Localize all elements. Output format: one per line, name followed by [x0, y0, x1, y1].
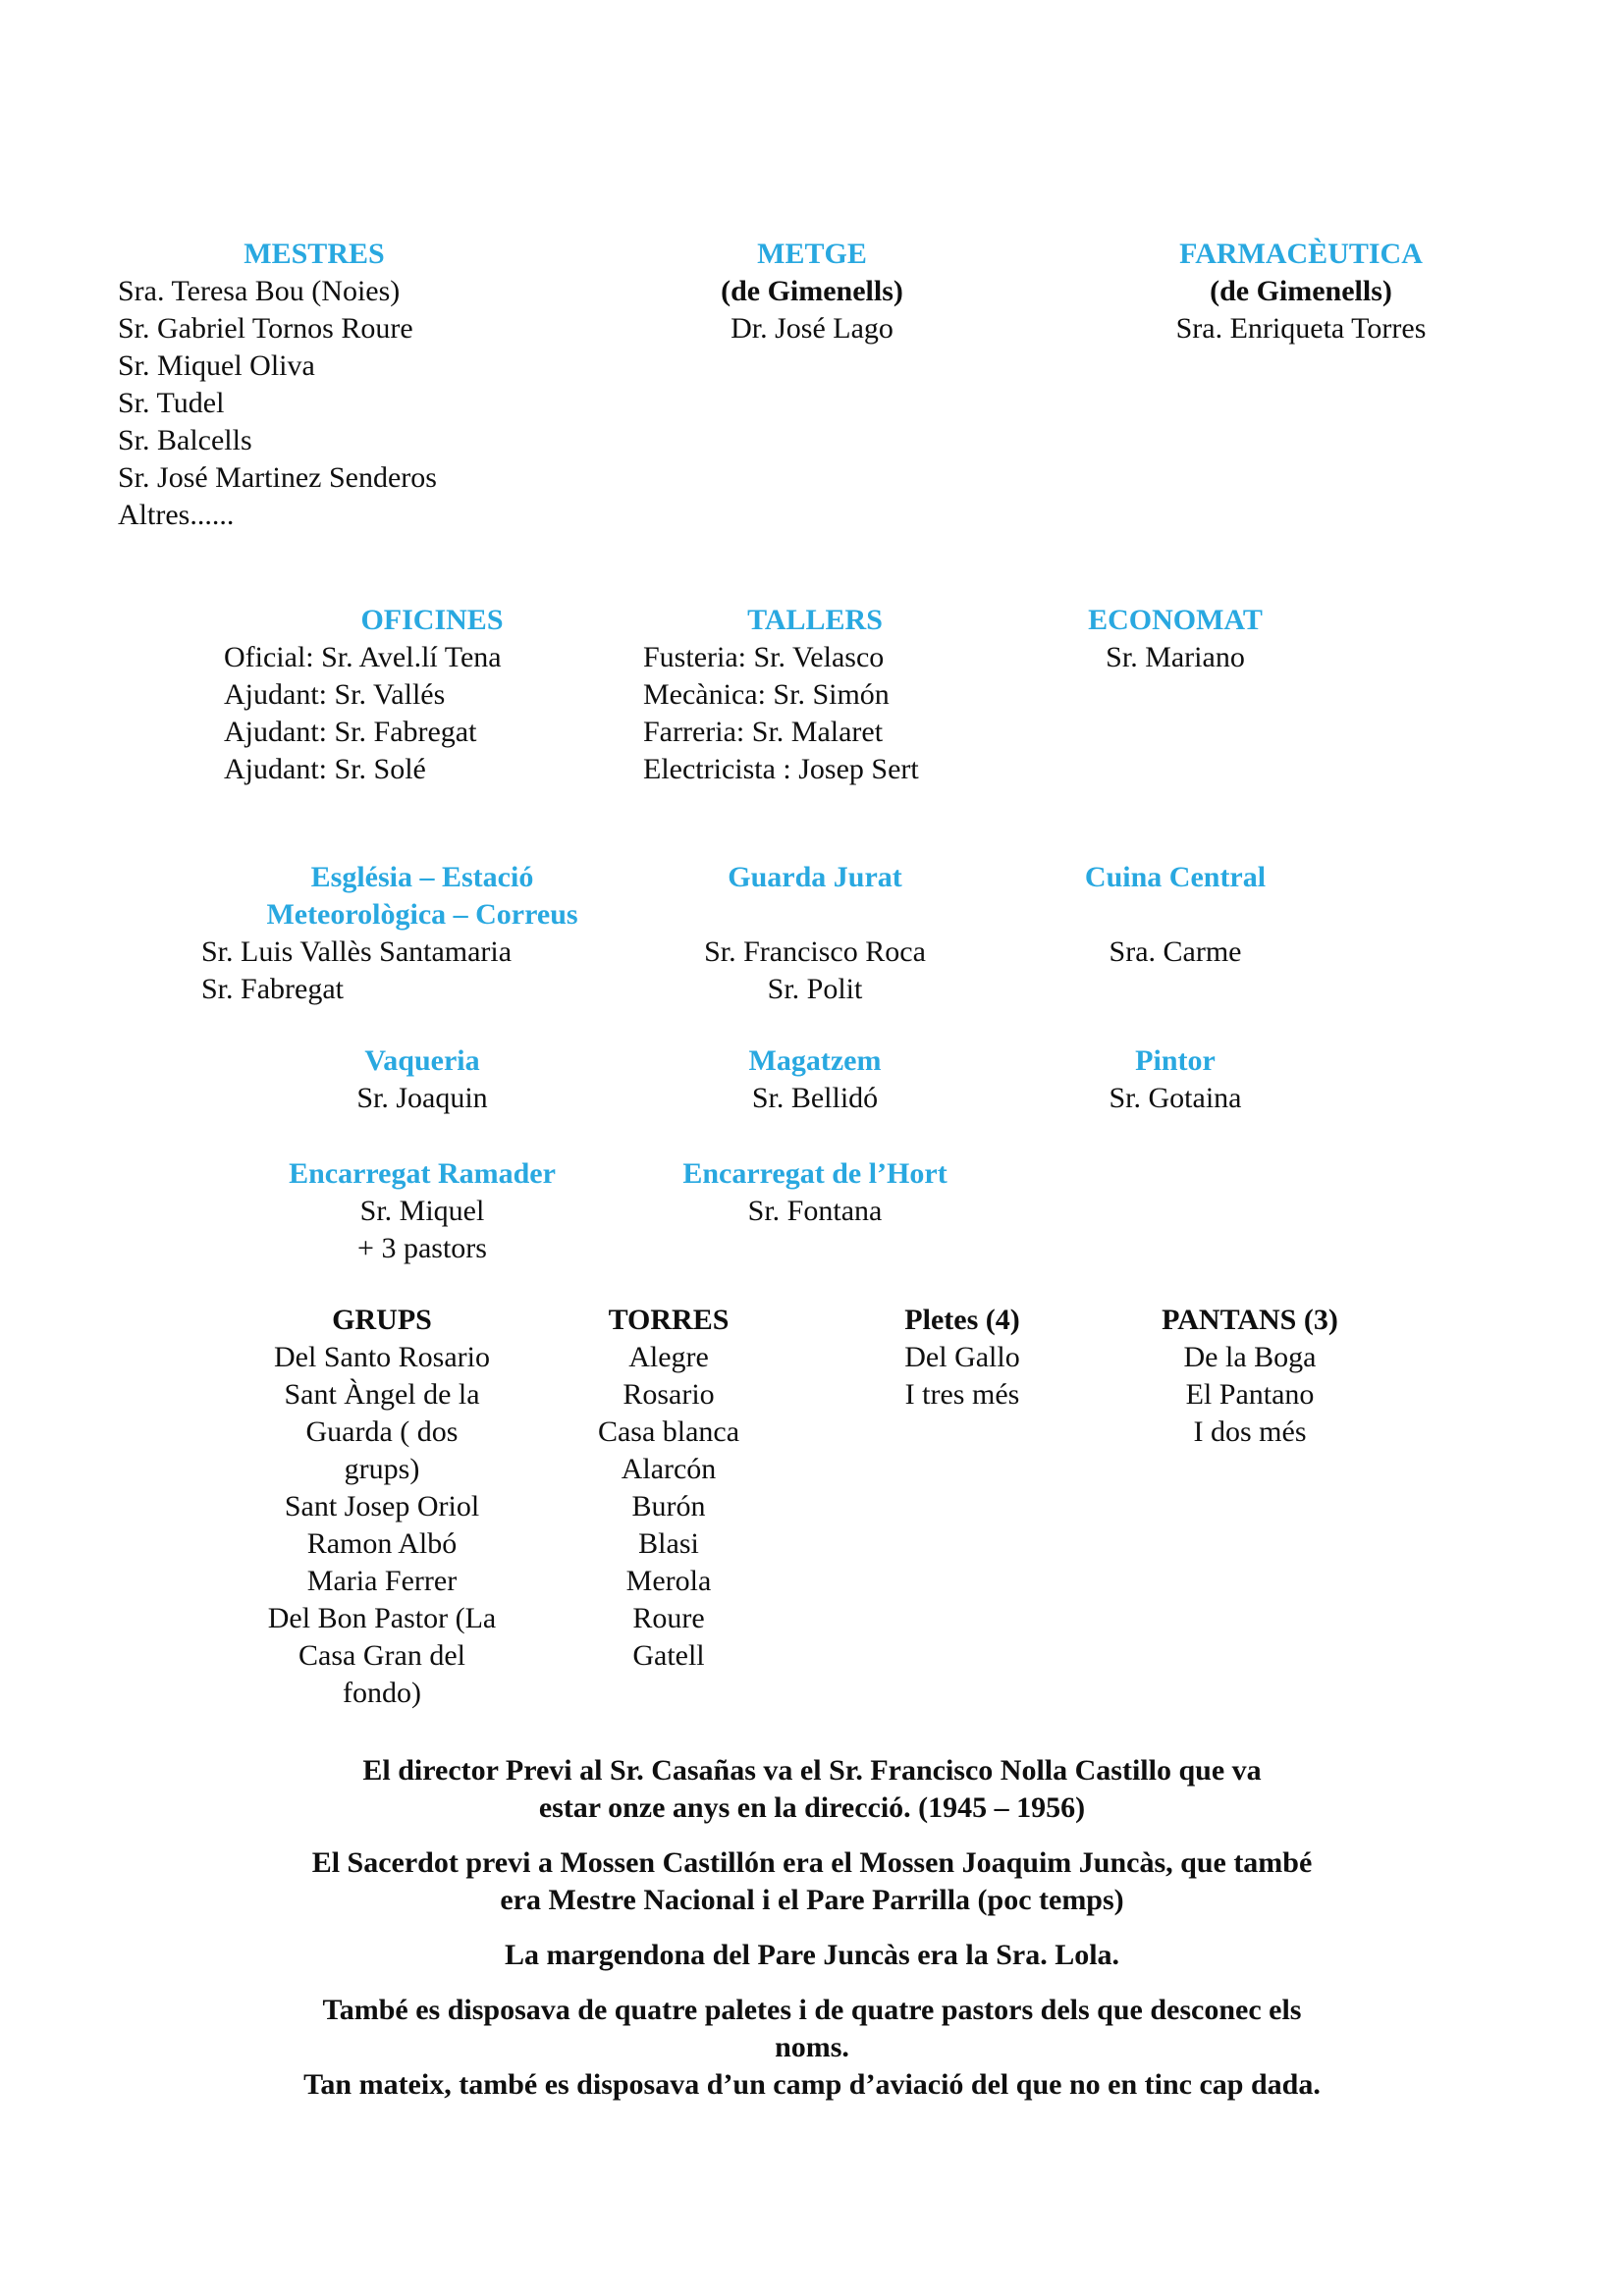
tallers-header: TALLERS [747, 604, 883, 636]
mestres-header: MESTRES [244, 238, 385, 270]
person-name: Ajudant: Sr. Fabregat [224, 716, 477, 748]
oficines-header: OFICINES [360, 604, 504, 636]
person-name: Sr. José Martinez Senderos [118, 461, 437, 494]
person-name: Farreria: Sr. Malaret [643, 716, 884, 748]
tower-name: Rosario [623, 1378, 715, 1411]
person-name: Sr. Luis Vallès Santamaria [201, 935, 513, 968]
person-name: Dr. José Lago [731, 312, 893, 345]
column-magatzem [643, 1042, 987, 1117]
cuina-central-list [985, 934, 1366, 971]
economat-list [985, 639, 1366, 676]
person-name: Sr. Joaquin [356, 1082, 488, 1114]
tower-name: Alegre [628, 1341, 709, 1373]
group-name: Del Bon Pastor (La [267, 1602, 497, 1634]
person-name: + 3 pastors [357, 1232, 487, 1264]
pleta-name: Del Gallo [904, 1341, 1020, 1373]
pantans-header: PANTANS (3) [1162, 1304, 1338, 1336]
group-name: Maria Ferrer [306, 1565, 458, 1597]
column-vaqueria [201, 1042, 643, 1117]
torres-list [526, 1339, 811, 1675]
note-line: estar onze anys en la direcció. (1945 – 1956) [538, 1791, 1086, 1824]
person-name: Electricista : Josep Sert [643, 753, 919, 785]
note-line: Tan mateix, també es disposava d’un camp d’aviació del que no en tinc cap dada. [303, 2068, 1321, 2101]
column-cuina-central [985, 859, 1366, 971]
grups-list [240, 1339, 524, 1712]
blank-line [643, 896, 987, 934]
guarda-jurat-list [643, 934, 987, 1008]
person-name: Ajudant: Sr. Vallés [224, 678, 446, 711]
note-line: noms. [775, 2031, 849, 2063]
pintor-header: Pintor [1135, 1044, 1216, 1077]
tower-name: Merola [625, 1565, 712, 1597]
grups-header: GRUPS [332, 1304, 432, 1336]
note-line: El Sacerdot previ a Mossen Castillón era el Mossen Joaquim Juncàs, que també [311, 1846, 1313, 1879]
blank-line [985, 896, 1366, 934]
person-name: Sr. Gotaina [1109, 1082, 1242, 1114]
person-name: Ajudant: Sr. Solé [224, 753, 426, 785]
economat-header: ECONOMAT [1088, 604, 1263, 636]
torres-header: TORRES [608, 1304, 730, 1336]
person-name: Sr. Polit [767, 973, 863, 1005]
group-name: Casa Gran del [298, 1639, 465, 1672]
note-line: La margendona del Pare Juncàs era la Sra. Lola. [504, 1939, 1120, 1971]
note-line: era Mestre Nacional i el Pare Parrilla (poc temps) [500, 1884, 1124, 1916]
person-name: Mecànica: Sr. Simón [643, 678, 890, 711]
farmaceutica-list [1085, 310, 1517, 347]
person-name: Sra. Enriqueta Torres [1175, 312, 1427, 345]
person-name: Sr. Gabriel Tornos Roure [118, 312, 413, 345]
magatzem-header: Magatzem [748, 1044, 882, 1077]
pantan-name: El Pantano [1185, 1378, 1315, 1411]
column-farmaceutica [1085, 236, 1517, 347]
group-name: Del Santo Rosario [274, 1341, 490, 1373]
tower-name: Burón [631, 1490, 706, 1522]
pintor-list [985, 1080, 1366, 1117]
pantan-name: De la Boga [1183, 1341, 1317, 1373]
note-sacerdot [118, 1844, 1506, 1919]
tower-name: Alarcón [621, 1453, 717, 1485]
farmaceutica-header: FARMACÈUTICA [1179, 238, 1423, 270]
encarregat-ramader-list [201, 1193, 643, 1267]
person-name: Sr. Francisco Roca [704, 935, 926, 968]
pantans-list [1108, 1339, 1392, 1451]
metge-subheader: (de Gimenells) [721, 275, 903, 307]
encarregat-hort-header: Encarregat de l’Hort [682, 1157, 947, 1190]
vaqueria-header: Vaqueria [364, 1044, 480, 1077]
group-name: Sant Josep Oriol [284, 1490, 480, 1522]
esglesia-list [201, 934, 643, 1008]
note-camp-aviacio [118, 2066, 1506, 2104]
person-name: Sr. Tudel [118, 387, 225, 419]
column-oficines [224, 602, 640, 788]
pletes-header: Pletes (4) [904, 1304, 1020, 1336]
guarda-jurat-header: Guarda Jurat [728, 861, 902, 893]
tower-name: Roure [632, 1602, 705, 1634]
farmaceutica-subheader: (de Gimenells) [1210, 275, 1392, 307]
tallers-list [643, 639, 987, 788]
note-paletes-pastors [118, 1992, 1506, 2066]
person-name: Fusteria: Sr. Velasco [643, 641, 885, 673]
group-name: grups) [344, 1453, 420, 1485]
mestres-list [118, 273, 511, 534]
column-grups [240, 1302, 524, 1712]
pantan-name: I dos més [1193, 1415, 1307, 1448]
person-name: Oficial: Sr. Avel.lí Tena [224, 641, 502, 673]
magatzem-list [643, 1080, 987, 1117]
note-line: El director Previ al Sr. Casañas va el Sr. Francisco Nolla Castillo que va [362, 1754, 1262, 1787]
group-name: Guarda ( dos [305, 1415, 459, 1448]
column-torres [526, 1302, 811, 1675]
tower-name: Casa blanca [597, 1415, 740, 1448]
person-name: Altres...... [118, 499, 235, 531]
esglesia-header-line1: Església – Estació [310, 861, 534, 893]
cuina-central-header: Cuina Central [1084, 861, 1267, 893]
column-economat [985, 602, 1366, 676]
pleta-name: I tres més [904, 1378, 1020, 1411]
group-name: Ramon Albó [306, 1527, 458, 1560]
tower-name: Blasi [638, 1527, 699, 1560]
column-pletes [820, 1302, 1105, 1414]
encarregat-ramader-header: Encarregat Ramader [289, 1157, 556, 1190]
person-name: Sr. Fontana [747, 1195, 883, 1227]
tower-name: Gatell [632, 1639, 705, 1672]
note-line: També es disposava de quatre paletes i de quatre pastors dels que desconec els [322, 1994, 1302, 2026]
note-director [118, 1752, 1506, 1827]
metge-header: METGE [757, 238, 867, 270]
metge-list [619, 310, 1005, 347]
oficines-list [224, 639, 640, 788]
column-metge [619, 236, 1005, 347]
person-name: Sr. Balcells [118, 424, 252, 456]
encarregat-hort-list [643, 1193, 987, 1230]
note-margendona [118, 1937, 1506, 1974]
person-name: Sr. Miquel Oliva [118, 349, 315, 382]
column-encarregat-ramader [201, 1155, 643, 1267]
group-name: fondo) [343, 1677, 421, 1709]
person-name: Sr. Fabregat [201, 973, 344, 1005]
column-pintor [985, 1042, 1366, 1117]
esglesia-header-line2: Meteorològica – Correus [266, 898, 578, 931]
pletes-list [820, 1339, 1105, 1414]
column-tallers [643, 602, 987, 788]
person-name: Sra. Teresa Bou (Noies) [118, 275, 401, 307]
column-encarregat-hort [643, 1155, 987, 1230]
notes-block [118, 1752, 1506, 2104]
vaqueria-list [201, 1080, 643, 1117]
person-name: Sr. Bellidó [751, 1082, 879, 1114]
column-guarda-jurat [643, 859, 987, 1008]
column-pantans [1108, 1302, 1392, 1451]
column-mestres [118, 236, 511, 534]
column-esglesia [201, 859, 643, 1008]
person-name: Sr. Miquel [359, 1195, 485, 1227]
group-name: Sant Àngel de la [284, 1378, 480, 1411]
person-name: Sr. Mariano [1106, 641, 1245, 673]
person-name: Sra. Carme [1109, 935, 1242, 968]
